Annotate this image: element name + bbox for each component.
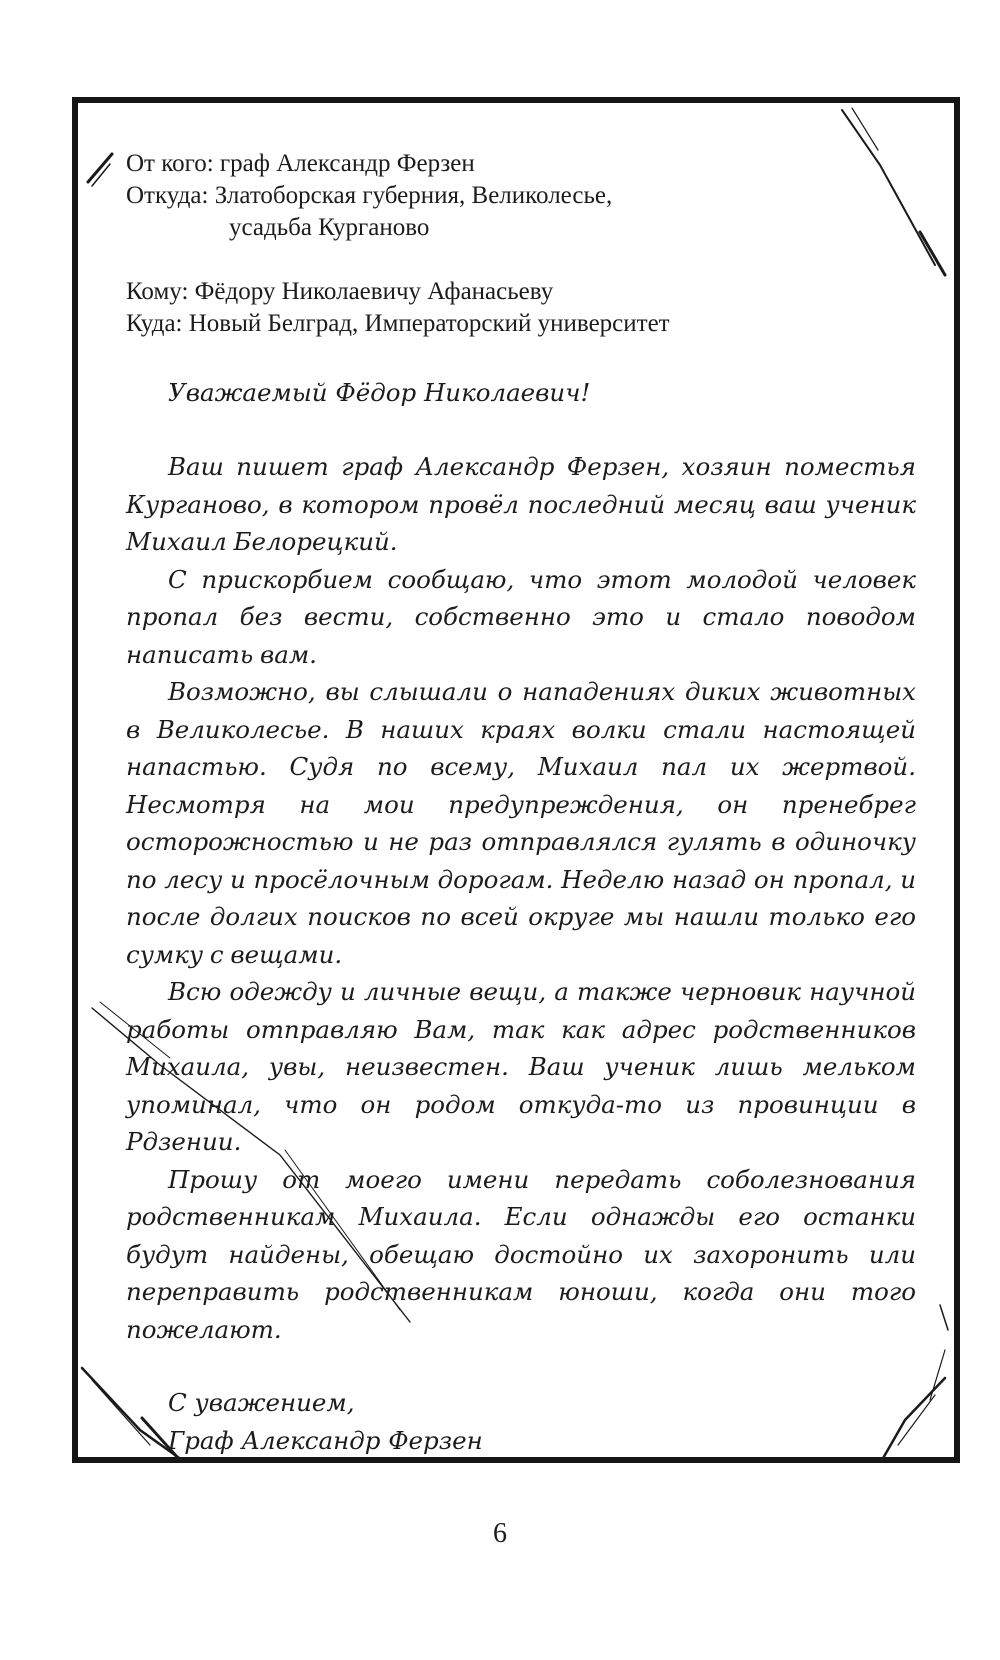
letter (126, 148, 916, 1460)
letter-paragraph: Прошу от моего имени передать соболезнования родственникам Михаила. Если однажды его останки будут найдены, обещаю достойно их захоронить или переправить родственникам юноши, когда они того пожелают. (126, 1164, 916, 1344)
from-line: От кого: граф Александр Ферзен (126, 150, 475, 177)
destination-line: Куда: Новый Белград, Императорский университет (126, 310, 670, 337)
salutation: Уважаемый Фёдор Николаевич! (168, 378, 591, 407)
closing-block (126, 1384, 916, 1460)
letter-paragraph: Ваш пишет граф Александр Ферзен, хозяин поместья Курганово, в котором провёл последний месяц ваш ученик Михаил Белорецкий. (126, 452, 916, 556)
page-number: 6 (493, 1518, 507, 1549)
letter-paragraph: Возможно, вы слышали о нападениях диких животных в Великолесье. В наших краях волки стали настоящей напастью. Судя по всему, Михаил пал их жертвой. Несмотря на мои предупреждения, он пренебрег осторожностью и не раз отправлялся гулять в одиночку по лесу и просёлочным дорогам. Неделю назад он пропал, и после долгих поисков по всей округе мы нашли только его сумку с вещами. (126, 677, 916, 969)
letter-paragraph: Всю одежду и личные вещи, а также черновик научной работы отправляю Вам, так как адрес родственников Михаила, увы, неизвестен. Ваш ученик лишь мельком упоминал, что он родом откуда-то из провинции в Рдзении. (126, 977, 916, 1156)
origin-line: Откуда: Златоборская губерния, Великолесье, (126, 182, 613, 209)
letter-paragraph: С прискорбием сообщаю, что этот молодой человек пропал без вести, собственно это и стало поводом написать вам. (126, 564, 916, 669)
signature: Граф Александр Ферзен (168, 1426, 483, 1455)
recipient-line: Кому: Фёдору Николаевичу Афанасьеву (126, 278, 554, 305)
origin-line-continued: усадьба Курганово (229, 214, 430, 241)
closing-phrase: С уважением, (168, 1388, 355, 1417)
address-block (126, 148, 916, 340)
letter-body (126, 448, 916, 1348)
